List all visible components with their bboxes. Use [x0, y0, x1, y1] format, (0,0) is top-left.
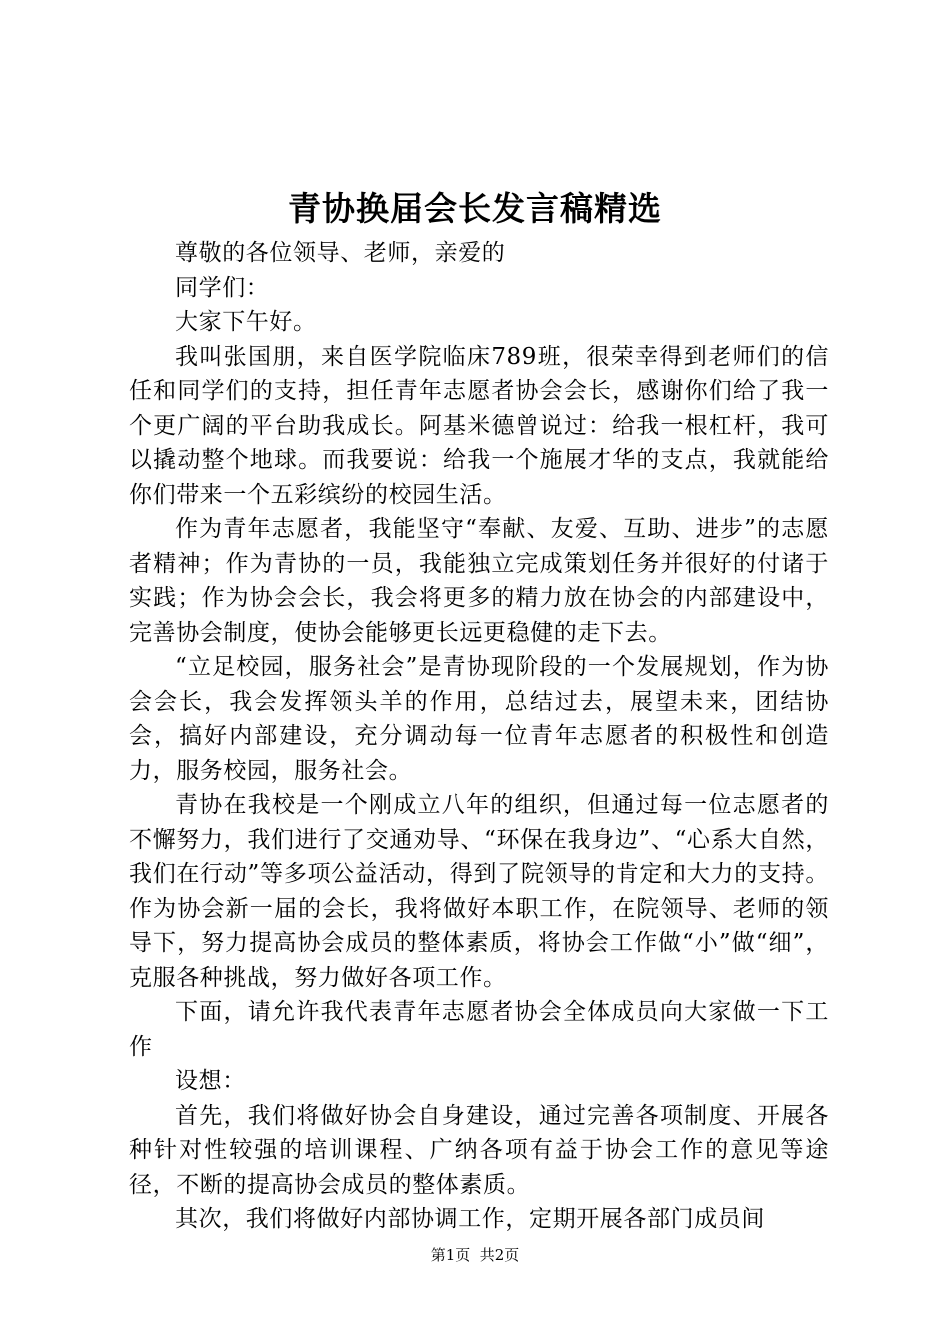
- paragraph: 首先，我们将做好协会自身建设，通过完善各项制度、开展各种针对性较强的培训课程、广纳各项有益于协会工作的意见等途径，不断的提高协会成员的整体素质。: [129, 1102, 829, 1198]
- document-body: [129, 236, 829, 1237]
- paragraph: 同学们：: [175, 274, 270, 301]
- paragraph: 尊敬的各位领导、老师，亲爱的: [175, 240, 506, 266]
- paragraph: 我叫张国朋，来自医学院临床789班，很荣幸得到老师们的信任和同学们的支持，担任青年志愿者协会会长，感谢你们给了我一个更广阔的平台助我成长。阿基米德曾说过：给我一根杠杆，我可以撬动整个地球。而我要说：给我一个施展才华的支点，我就能给你们带来一个五彩缤纷的校园生活。: [129, 343, 829, 508]
- page-footer: 第1页 共2页: [430, 1246, 520, 1264]
- paragraph: “立足校园，服务社会”是青协现阶段的一个发展规划，作为协会会长，我会发挥领头羊的作用，总结过去，展望未来，团结协会，搞好内部建设，充分调动每一位青年志愿者的积极性和创造力，服务校园，服务社会。: [129, 654, 829, 784]
- paragraph: 设想：: [175, 1068, 246, 1094]
- paragraph: 青协在我校是一个刚成立八年的组织，但通过每一位志愿者的不懈努力，我们进行了交通劝导、“环保在我身边”、“心系大自然，我们在行动”等多项公益活动，得到了院领导的肯定和大力的支持。作为协会新一届的会长，我将做好本职工作，在院领导、老师的领导下，努力提高协会成员的整体素质，将协会工作做“小”做“细”，克服各种挑战，努力做好各项工作。: [129, 792, 829, 991]
- paragraph: 作为青年志愿者，我能坚守“奉献、友爱、互助、进步”的志愿者精神；作为青协的一员，我能独立完成策划任务并很好的付诸于实践；作为协会会长，我会将更多的精力放在协会的内部建设中，完善协会制度，使协会能够更长远更稳健的走下去。: [129, 516, 829, 646]
- document-title: 青协换届会长发言稿精选: [288, 189, 662, 228]
- paragraph: 大家下午好。: [175, 309, 317, 335]
- paragraph: 下面，请允许我代表青年志愿者协会全体成员向大家做一下工作: [129, 999, 829, 1060]
- paragraph: 其次，我们将做好内部协调工作，定期开展各部门成员间: [175, 1206, 765, 1232]
